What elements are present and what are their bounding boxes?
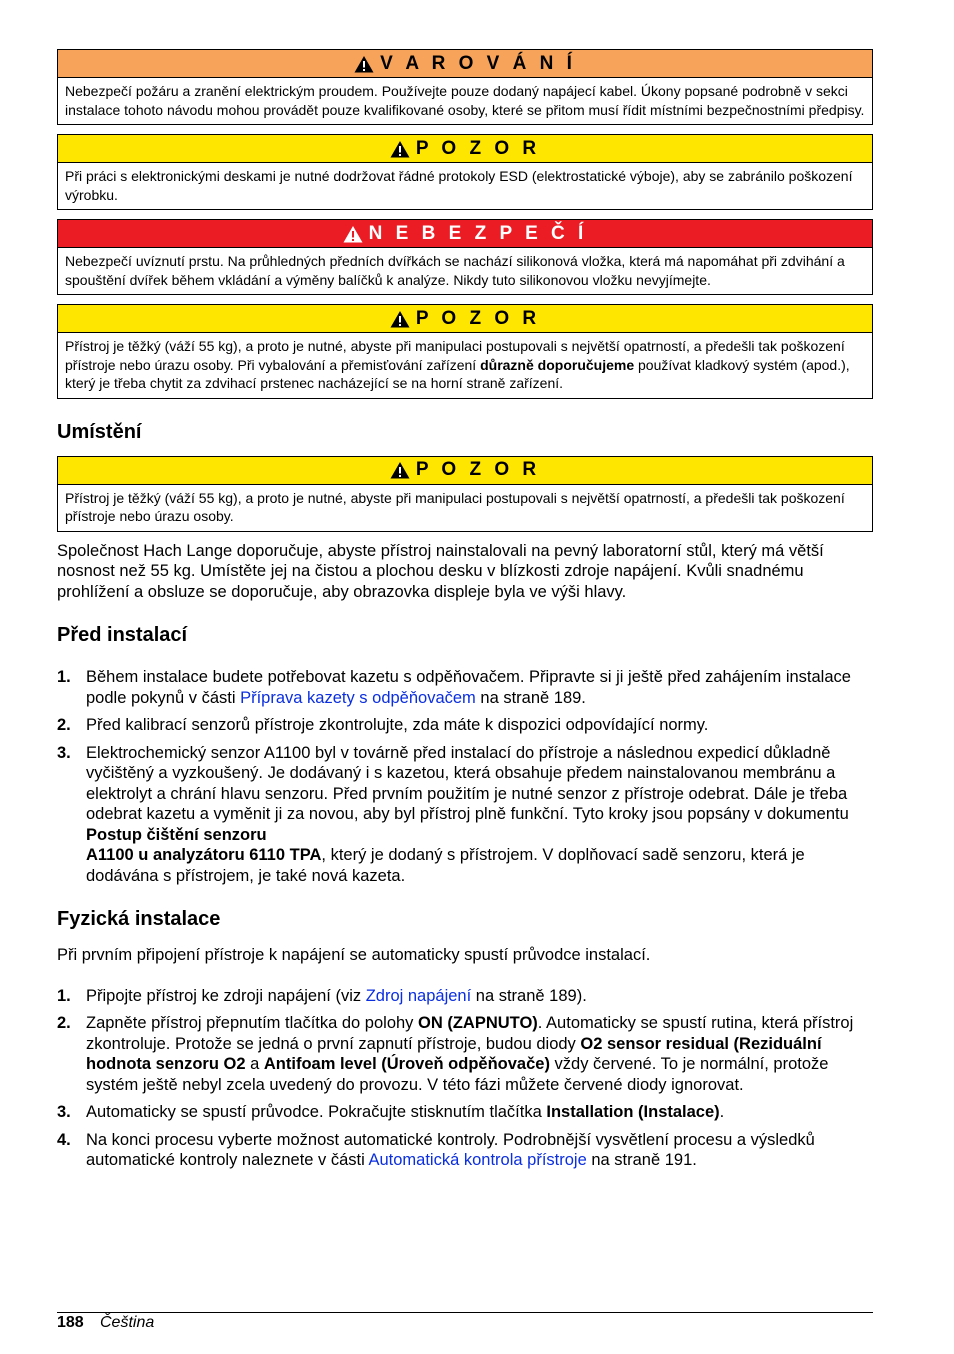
caution-header	[58, 457, 872, 485]
bold-text: A1100 u analyzátoru 6110 TPA	[86, 846, 322, 864]
link-antifoam-cartridge[interactable]: Příprava kazety s odpěňovačem	[240, 688, 476, 707]
list-number: 1.	[57, 668, 71, 686]
text-part: na straně 191.	[586, 1151, 697, 1169]
warning-box	[57, 49, 873, 125]
danger-box	[57, 219, 873, 295]
warning-triangle-icon	[390, 310, 410, 328]
text-part: Přístroj je těžký (váží 55 kg), a proto je nutné, abyste při manipulaci postupovali s největší opatrností, a předešli tak poškození přístroje nebo úrazu osoby. Při vybalování a přemisťování zařízení	[65, 338, 845, 373]
list-number: 3.	[57, 1103, 71, 1121]
caution-box	[57, 134, 873, 210]
list-item	[57, 667, 873, 708]
caution-title: P O Z O R	[415, 307, 541, 329]
text-part: Na konci procesu vyberte možnost automatické kontroly. Podrobnější vysvětlení procesu a výsledků automatické kontroly naleznete v části	[86, 1130, 815, 1169]
caution-title: P O Z O R	[415, 459, 541, 480]
text-part: používat kladkový systém (apod.), který je třeba chytit za zdvihací prstenec nacházející se na horní straně zařízení.	[65, 356, 850, 391]
warning-triangle-icon	[390, 140, 410, 158]
text-part: Připojte přístroj ke zdroji napájení (viz	[86, 986, 366, 1005]
caution-box	[57, 304, 873, 399]
physical-install-list	[57, 986, 873, 1171]
bold-text: O2 sensor residual (Reziduální hodnota senzoru O2	[86, 1034, 822, 1073]
bold-text: důrazně doporučujeme	[480, 356, 635, 373]
list-item	[57, 715, 873, 736]
footer-language: Čeština	[100, 1314, 155, 1331]
caution-box	[57, 456, 873, 532]
list-item	[57, 1130, 873, 1171]
text-part: a	[245, 1055, 264, 1073]
page-footer	[57, 1312, 873, 1331]
text-part: vždy červené. To je normální, protože systém ještě nebyl zcela uvedený do provozu. V této fázi můžete červené diody ignorovat.	[86, 1055, 829, 1094]
link-power-source[interactable]: Zdroj napájení	[365, 986, 472, 1005]
section-heading-placement: Umístění	[57, 420, 142, 443]
link-auto-check[interactable]: Automatická kontrola přístroje	[368, 1151, 587, 1169]
physical-intro: Při prvním připojení přístroje k napájení se automaticky spustí průvodce instalací.	[57, 946, 651, 964]
caution-text	[58, 333, 872, 398]
caution-title: P O Z O R	[415, 137, 541, 159]
list-item	[57, 986, 873, 1007]
danger-text: Nebezpečí uvíznutí prstu. Na průhledných předních dvířkách se nachází silikonová vložka, která má napomáhat při zdvihání a spouštění dvířek během vkládání a výměny balíčků k analýze. Nikdy tuto silikonovou vložku nevyjímejte.	[65, 253, 845, 288]
caution-header	[58, 135, 872, 163]
caution-text: Přístroj je těžký (váží 55 kg), a proto je nutné, abyste při manipulaci postupovali s největší opatrností, a předešli tak poškození přístroje nebo úrazu osoby.	[65, 489, 845, 524]
warning-text: Nebezpečí požáru a zranění elektrickým proudem. Používejte pouze dodaný napájecí kabel. Úkony popsané podrobně v sekci instalace tohoto návodu mohou provádět pouze kvalifikované osoby, které se přitom musí řídit místními bezpečnostními předpisy.	[65, 83, 865, 118]
bold-text: Installation (Instalace)	[546, 1103, 720, 1121]
text-part: Zapněte přístroj přepnutím tlačítka do polohy	[86, 1014, 419, 1032]
text-part: , který je dodaný s přístrojem. V doplňovací sadě senzoru, která je dodávána s přístrojem, je také nová kazeta.	[86, 846, 805, 885]
warning-triangle-icon	[343, 225, 363, 243]
warning-header	[58, 50, 872, 78]
section-heading-before: Před instalací	[57, 624, 188, 646]
text-part: Elektrochemický senzor A1100 byl v továrně před instalací do přístroje a následnou expedicí důkladně vyčištěný a vyzkoušený. Je dodávaný i s kazetou, která obsahuje předem nainstalovanou membránu a elektrolyt a chrání hlavu senzoru. Před prvním použitím je nutné senzor z přístroje odebrat. Dále je třeba odebrat kazetu a vyměnit ji za novou, aby byl přístroj plně funkční. Tyto kroky jsou popsány v dokumentu	[86, 743, 849, 823]
warning-triangle-icon	[354, 55, 374, 73]
list-number: 4.	[57, 1130, 71, 1149]
text-part: Automaticky se spustí průvodce. Pokračujte stisknutím tlačítka	[86, 1103, 547, 1121]
list-number: 2.	[57, 1014, 71, 1032]
warning-triangle-icon	[390, 461, 410, 479]
caution-text: Při práci s elektronickými deskami je nutné dodržovat řádné protokoly ESD (elektrostatické výboje), aby se zabránilo poškození výrobku.	[65, 168, 853, 203]
list-item	[57, 1102, 873, 1123]
list-item	[57, 743, 873, 887]
text-part: Během instalace budete potřebovat kazetu s odpěňovačem. Připravte si ji ještě před zahájením instalace podle pokynů v části	[86, 668, 851, 707]
placement-paragraph: Společnost Hach Lange doporučuje, abyste přístroj nainstalovali na pevný laboratorní stůl, který má větší nosnost než 55 kg. Umístěte jej na čistou a plochou desku v blízkosti zdroje napájení. Kvůli snadnému prohlížení a obsluze se doporučuje, aby obrazovka displeje byla ve výši hlavy.	[57, 541, 824, 601]
list-item	[57, 1013, 873, 1095]
text-part: .	[719, 1103, 725, 1121]
danger-title: N E B E Z P E Č Í	[368, 222, 588, 244]
text-part: Před kalibrací senzorů přístroje zkontrolujte, zda máte k dispozici odpovídající normy.	[86, 716, 709, 734]
page-number: 188	[57, 1314, 84, 1331]
bold-text: Postup čištění senzoru	[86, 825, 267, 844]
list-number: 3.	[57, 743, 71, 762]
page-content	[57, 49, 873, 1178]
text-part: na straně 189.	[475, 688, 586, 707]
bold-text: Antifoam level (Úroveň odpěňovače)	[263, 1055, 550, 1073]
before-install-list	[57, 667, 873, 886]
section-heading-physical: Fyzická instalace	[57, 908, 221, 930]
warning-title: V A R O V Á N Í	[380, 52, 576, 74]
caution-header	[58, 305, 872, 333]
bold-text: ON (ZAPNUTO)	[418, 1014, 538, 1032]
list-number: 2.	[57, 716, 71, 734]
text-part: . Automaticky se spustí rutina, která přístroj zkontroluje. Protože se jedná o první zapnutí přístroje, budou diody	[86, 1014, 854, 1053]
list-number: 1.	[57, 986, 71, 1005]
text-part: na straně 189).	[471, 986, 587, 1005]
danger-header	[58, 220, 872, 248]
